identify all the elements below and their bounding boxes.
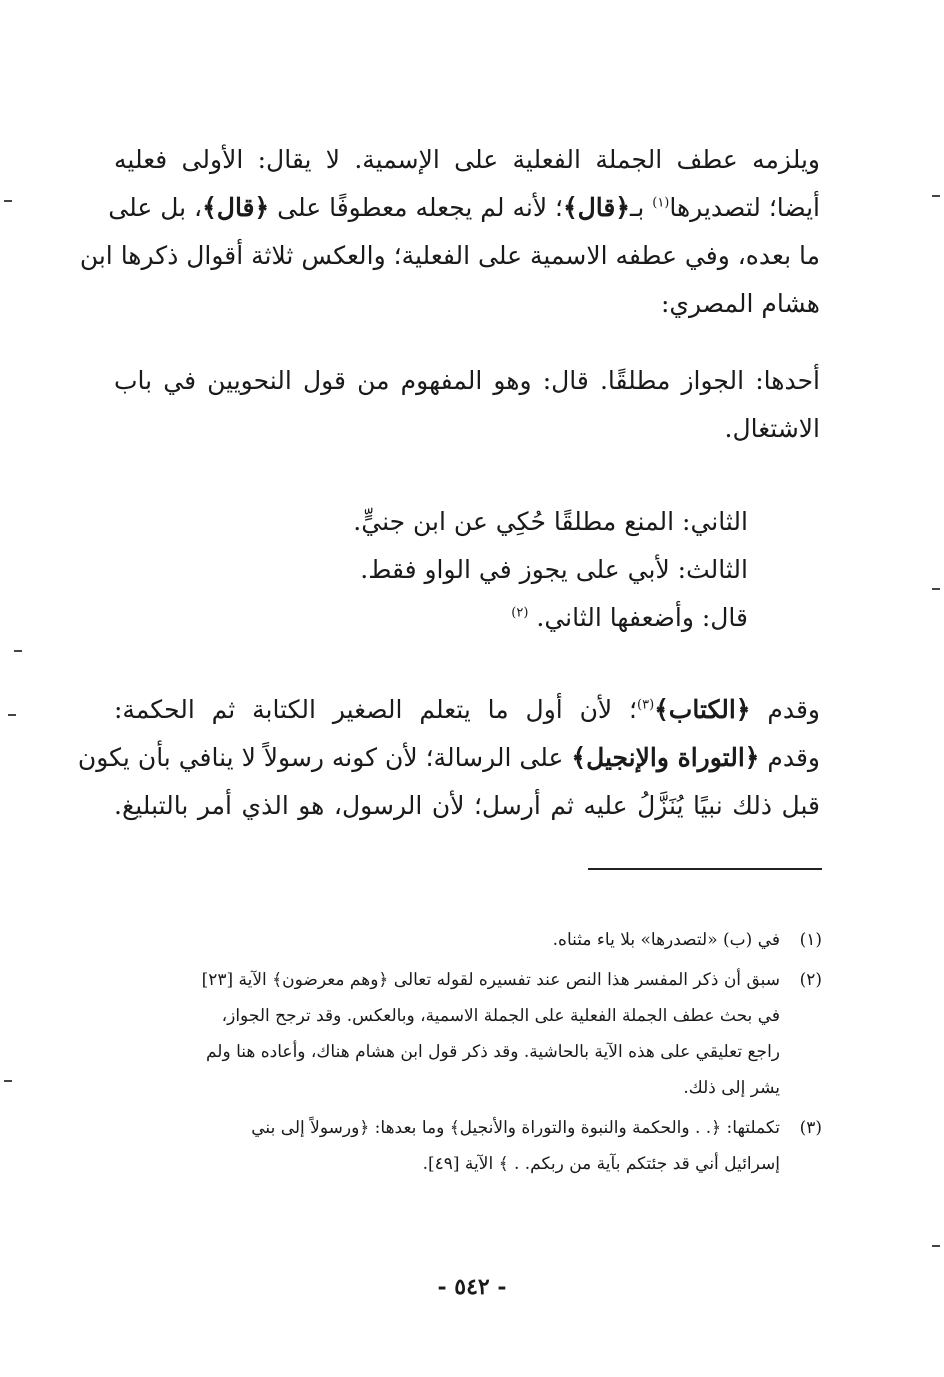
text-segment: ، بل على xyxy=(108,193,203,222)
paragraph-1-line-4: هشام المصري: xyxy=(660,289,820,318)
text-segment: ؛ لأن أول ما يتعلم الصغير الكتابة ثم الحكمة: xyxy=(114,695,637,724)
paragraph-3 xyxy=(300,498,748,642)
footnote-line: إسرائيل أني قد جئتكم بآية من ربكم. . ﴾ الآية [٤٩]. xyxy=(422,1154,780,1174)
footnote-marker-1: (١) xyxy=(652,195,670,211)
paragraph-1-line-2 xyxy=(108,184,820,232)
opinion-third: الثالث: لأبي على يجوز في الواو فقط. xyxy=(360,555,748,584)
paragraph-1-line-1: ويلزمه عطف الجملة الفعلية على الإسمية. لا يقال: الأولى فعليه xyxy=(114,145,820,174)
scan-mark xyxy=(8,714,16,716)
footnote-number: (٣) xyxy=(799,1118,822,1138)
footnote-line: سبق أن ذكر المفسر هذا النص عند تفسيره لقوله تعالى ﴿وهم معرضون﴾ الآية [٢٣] xyxy=(201,970,780,990)
scan-mark xyxy=(932,588,940,590)
text-segment: على الرسالة؛ لأن كونه رسولاً لا ينافي بأن يكون xyxy=(77,743,572,772)
footnote-body xyxy=(112,962,780,1106)
text-segment: وقدم xyxy=(750,695,820,724)
footnote-line: تكملتها: ﴿. . والحكمة والنبوة والتوراة والأنجيل﴾ وما بعدها: ﴿ورسولاً إلى بني xyxy=(251,1118,780,1138)
quoted-word: ﴿قال﴾ xyxy=(202,193,270,222)
paragraph-2-line-1: أحدها: الجواز مطلقًا. قال: وهو المفهوم من قول النحويين في باب xyxy=(114,366,820,395)
paragraph-4 xyxy=(77,686,820,830)
opinion-weakest xyxy=(300,594,748,642)
footnote-2 xyxy=(112,962,822,1106)
text-segment: قال: وأضعفها الثاني. xyxy=(536,603,748,632)
paragraph-4-line-3: قبل ذلك نبيًا يُنَزَّلُ عليه ثم أرسل؛ لأن الرسول، هو الذي أمر بالتبليغ. xyxy=(114,791,820,820)
quoted-word: ﴿الكتاب﴾ xyxy=(654,695,751,724)
footnote-3 xyxy=(112,1110,822,1182)
footnotes xyxy=(112,922,822,1186)
paragraph-1 xyxy=(79,136,820,328)
footnote-number: (٢) xyxy=(799,970,822,990)
footnote-number: (١) xyxy=(799,930,822,950)
footnote-line: في بحث عطف الجملة الفعلية على الجملة الاسمية، وبالعكس. وقد ترجح الجواز، xyxy=(221,1006,780,1026)
footnote-body xyxy=(112,922,780,958)
scan-mark xyxy=(932,195,940,197)
quoted-word: ﴿التوراة والإنجيل﴾ xyxy=(571,743,760,772)
scan-mark xyxy=(14,650,22,652)
text-segment: أيضا؛ لتصديرها xyxy=(669,193,820,222)
footnote-line: راجع تعليقي على هذه الآية بالحاشية. وقد ذكر قول ابن هشام هناك، وأعاده هنا ولم xyxy=(205,1042,780,1062)
text-segment: وقدم xyxy=(759,743,820,772)
paragraph-1-line-3: ما بعده، وفي عطفه الاسمية على الفعلية؛ والعكس ثلاثة أقوال ذكرها ابن xyxy=(79,241,820,270)
page-number: - ٥٤٢ - xyxy=(437,1274,507,1300)
footnote-marker-2: (٢) xyxy=(511,605,529,621)
quoted-word: ﴿قال﴾ xyxy=(562,193,630,222)
footnote-line: يشر إلى ذلك. xyxy=(683,1078,780,1098)
scan-mark xyxy=(932,1245,940,1247)
text-segment: ؛ لأنه لم يجعله معطوفًا على xyxy=(269,193,563,222)
text-segment: بـ xyxy=(630,193,653,222)
footnote-1 xyxy=(112,922,822,958)
opinion-second: الثاني: المنع مطلقًا حُكِي عن ابن جنيٍّ. xyxy=(353,507,748,536)
footnote-line: في (ب) «لتصدرها» بلا ياء مثناه. xyxy=(552,930,780,950)
footnote-marker-3: (٣) xyxy=(637,697,655,713)
paragraph-4-line-2 xyxy=(77,734,820,782)
scan-mark xyxy=(4,1080,12,1082)
footnote-body xyxy=(112,1110,780,1182)
paragraph-4-line-1 xyxy=(114,686,820,734)
footnote-separator xyxy=(588,868,822,870)
scan-mark xyxy=(4,200,12,202)
paragraph-2 xyxy=(114,357,820,453)
paragraph-2-line-2: الاشتغال. xyxy=(724,414,820,443)
